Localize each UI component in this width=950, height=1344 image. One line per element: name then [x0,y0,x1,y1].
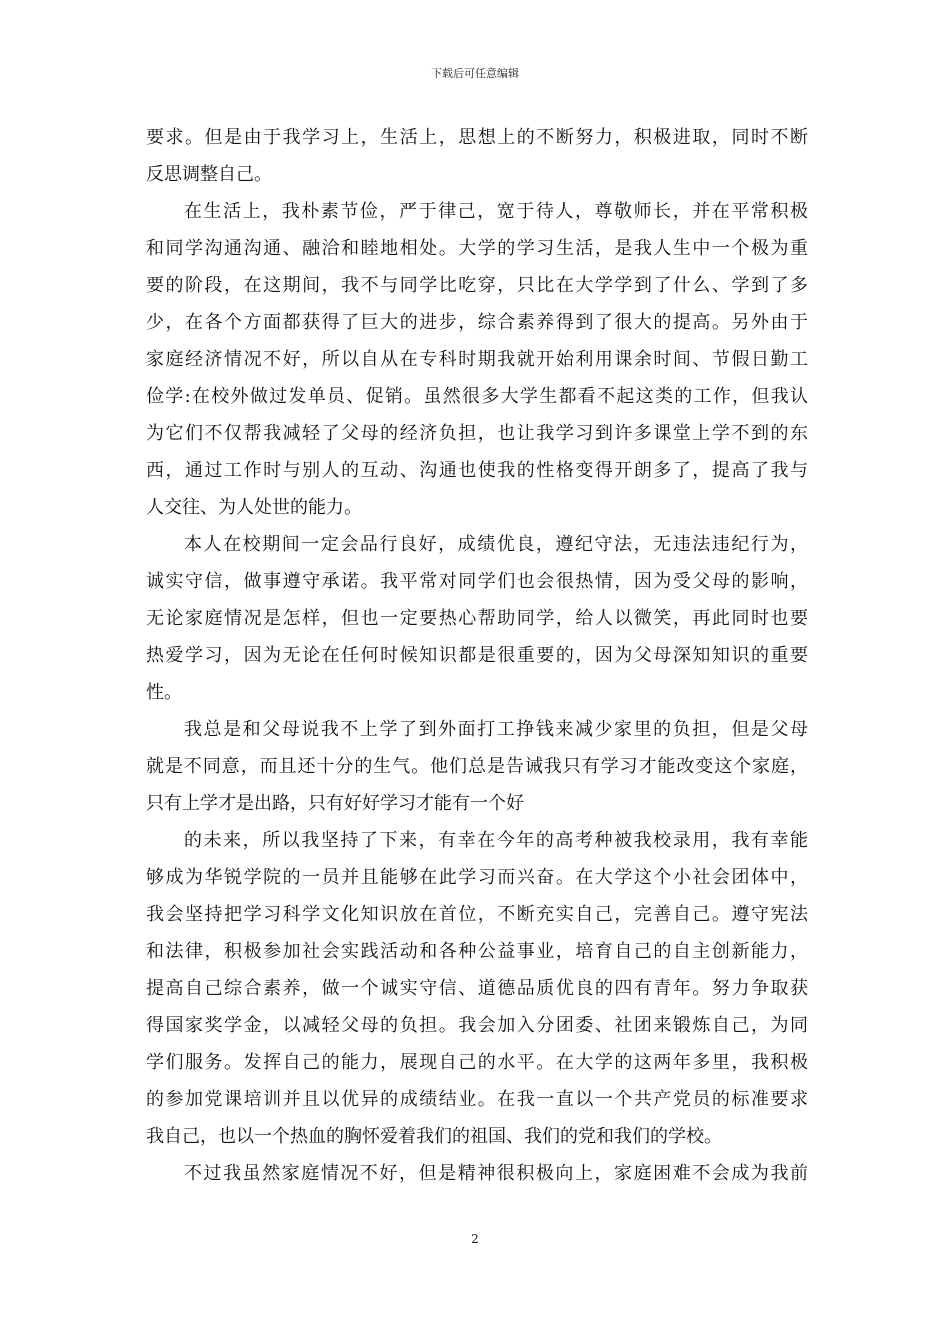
text-line: 俭学:在校外做过发单员、促销。虽然很多大学生都看不起这类的工作，但我认 [146,386,808,407]
text-line: 人交往、为人处世的能力。 [146,497,362,518]
text-line: 在生活上，我朴素节俭，严于律己，宽于待人，尊敬师长，并在平常积极 [184,201,808,222]
text-line: 西，通过工作时与别人的互动、沟通也使我的性格变得开朗多了，提高了我与 [146,460,808,481]
text-line: 和法律，积极参加社会实践活动和各种公益事业，培育自己的自主创新能力， [146,941,808,962]
text-line: 提高自己综合素养，做一个诚实守信、道德品质优良的四有青年。努力争取获 [146,978,808,999]
text-line: 本人在校期间一定会品行良好，成绩优良，遵纪守法，无违法违纪行为， [184,534,808,555]
text-line: 性。 [146,682,182,703]
text-line: 家庭经济情况不好，所以自从在专科时期我就开始利用课余时间、节假日勤工 [146,349,808,370]
text-line: 只有上学才是出路，只有好好学习才能有一个好 [146,793,524,814]
page-header: 下载后可任意编辑 [431,67,519,80]
body-text [146,119,808,1192]
text-line: 我总是和父母说我不上学了到外面打工挣钱来减少家里的负担，但是父母 [184,719,808,740]
text-line: 为它们不仅帮我减轻了父母的经济负担，也让我学习到许多课堂上学不到的东 [146,423,808,444]
text-line: 反思调整自己。 [146,164,272,185]
text-line: 少，在各个方面都获得了巨大的进步，综合素养得到了很大的提高。另外由于 [146,312,808,333]
text-line: 就是不同意，而且还十分的生气。他们总是告诫我只有学习才能改变这个家庭， [146,756,808,777]
text-line: 学们服务。发挥自己的能力，展现自己的水平。在大学的这两年多里，我积极 [146,1052,808,1073]
text-line: 我自己，也以一个热血的胸怀爱着我们的祖国、我们的党和我们的学校。 [146,1126,722,1147]
text-line: 诚实守信，做事遵守承诺。我平常对同学们也会很热情，因为受父母的影响， [146,571,808,592]
text-line: 够成为华锐学院的一员并且能够在此学习而兴奋。在大学这个小社会团体中， [146,867,808,888]
text-line: 热爱学习，因为无论在任何时候知识都是很重要的，因为父母深知知识的重要 [146,645,808,666]
text-line: 得国家奖学金，以减轻父母的负担。我会加入分团委、社团来锻炼自己，为同 [146,1015,808,1036]
text-line: 和同学沟通沟通、融洽和睦地相处。大学的学习生活，是我人生中一个极为重 [146,238,808,259]
page-number: 2 [471,1232,479,1246]
text-line: 不过我虽然家庭情况不好，但是精神很积极向上，家庭困难不会成为我前 [184,1163,808,1184]
text-line: 的未来，所以我坚持了下来，有幸在今年的高考种被我校录用，我有幸能 [184,830,808,851]
text-line: 要的阶段，在这期间，我不与同学比吃穿，只比在大学学到了什么、学到了多 [146,275,808,296]
text-line: 无论家庭情况是怎样，但也一定要热心帮助同学，给人以微笑，再此同时也要 [146,608,808,629]
text-line: 我会坚持把学习科学文化知识放在首位，不断充实自己，完善自己。遵守宪法 [146,904,808,925]
text-line: 要求。但是由于我学习上，生活上，思想上的不断努力，积极进取，同时不断 [146,127,808,148]
text-line: 的参加党课培训并且以优异的成绩结业。在我一直以一个共产党员的标准要求 [146,1089,808,1110]
